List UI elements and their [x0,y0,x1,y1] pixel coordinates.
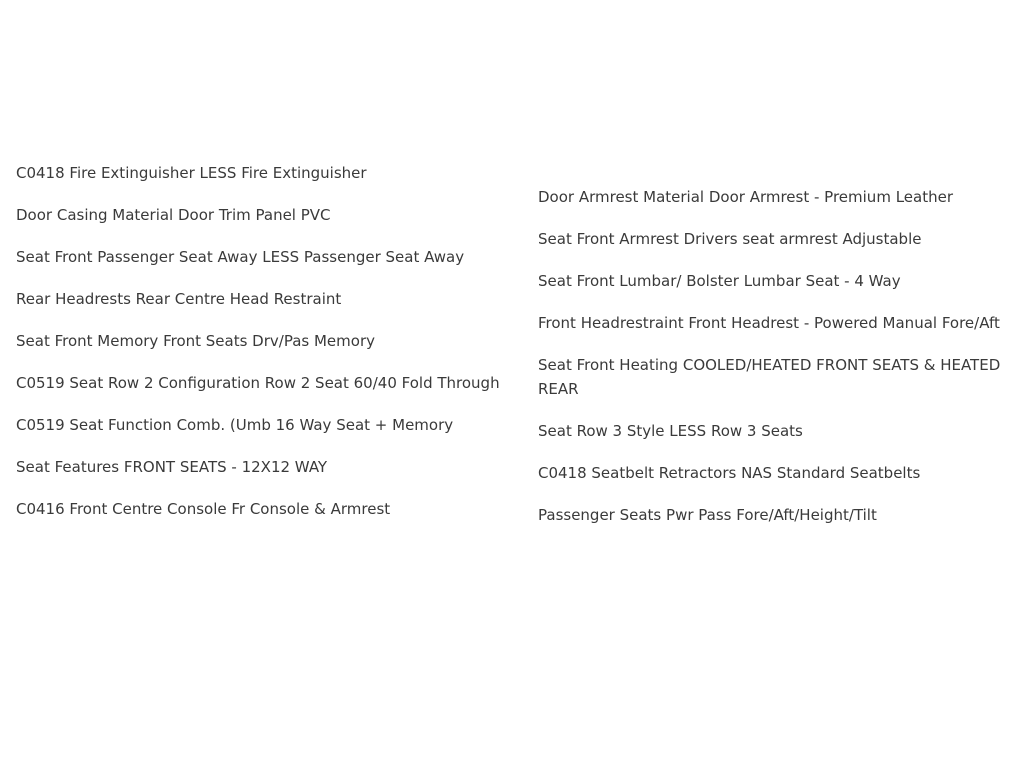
spec-item: Seat Front Lumbar/ Bolster Lumbar Seat - 4 Way [538,272,901,290]
spec-item: Seat Features FRONT SEATS - 12X12 WAY [16,458,328,476]
spec-item: Rear Headrests Rear Centre Head Restraint [16,290,342,308]
spec-item: Seat Front Armrest Drivers seat armrest Adjustable [538,230,922,248]
spec-item: C0519 Seat Row 2 Configuration Row 2 Seat 60/40 Fold Through [16,374,500,392]
spec-item: Door Casing Material Door Trim Panel PVC [16,206,331,224]
spec-item: Front Headrestraint Front Headrest - Powered Manual Fore/Aft [538,314,1000,332]
spec-item: C0416 Front Centre Console Fr Console & Armrest [16,500,391,518]
spec-item: C0519 Seat Function Comb. (Umb 16 Way Seat + Memory [16,416,454,434]
spec-item: Seat Front Heating COOLED/HEATED FRONT SEATS & HEATED REAR [538,356,1001,398]
spec-item: C0418 Fire Extinguisher LESS Fire Extinguisher [16,164,367,182]
spec-list-left [16,161,506,539]
spec-list-right [538,185,1008,545]
spec-item: Seat Front Passenger Seat Away LESS Passenger Seat Away [16,248,465,266]
spec-item: Door Armrest Material Door Armrest - Premium Leather [538,188,953,206]
spec-item: C0418 Seatbelt Retractors NAS Standard Seatbelts [538,464,921,482]
spec-item: Seat Row 3 Style LESS Row 3 Seats [538,422,803,440]
spec-item: Seat Front Memory Front Seats Drv/Pas Memory [16,332,375,350]
spec-item: Passenger Seats Pwr Pass Fore/Aft/Height/Tilt [538,506,877,524]
